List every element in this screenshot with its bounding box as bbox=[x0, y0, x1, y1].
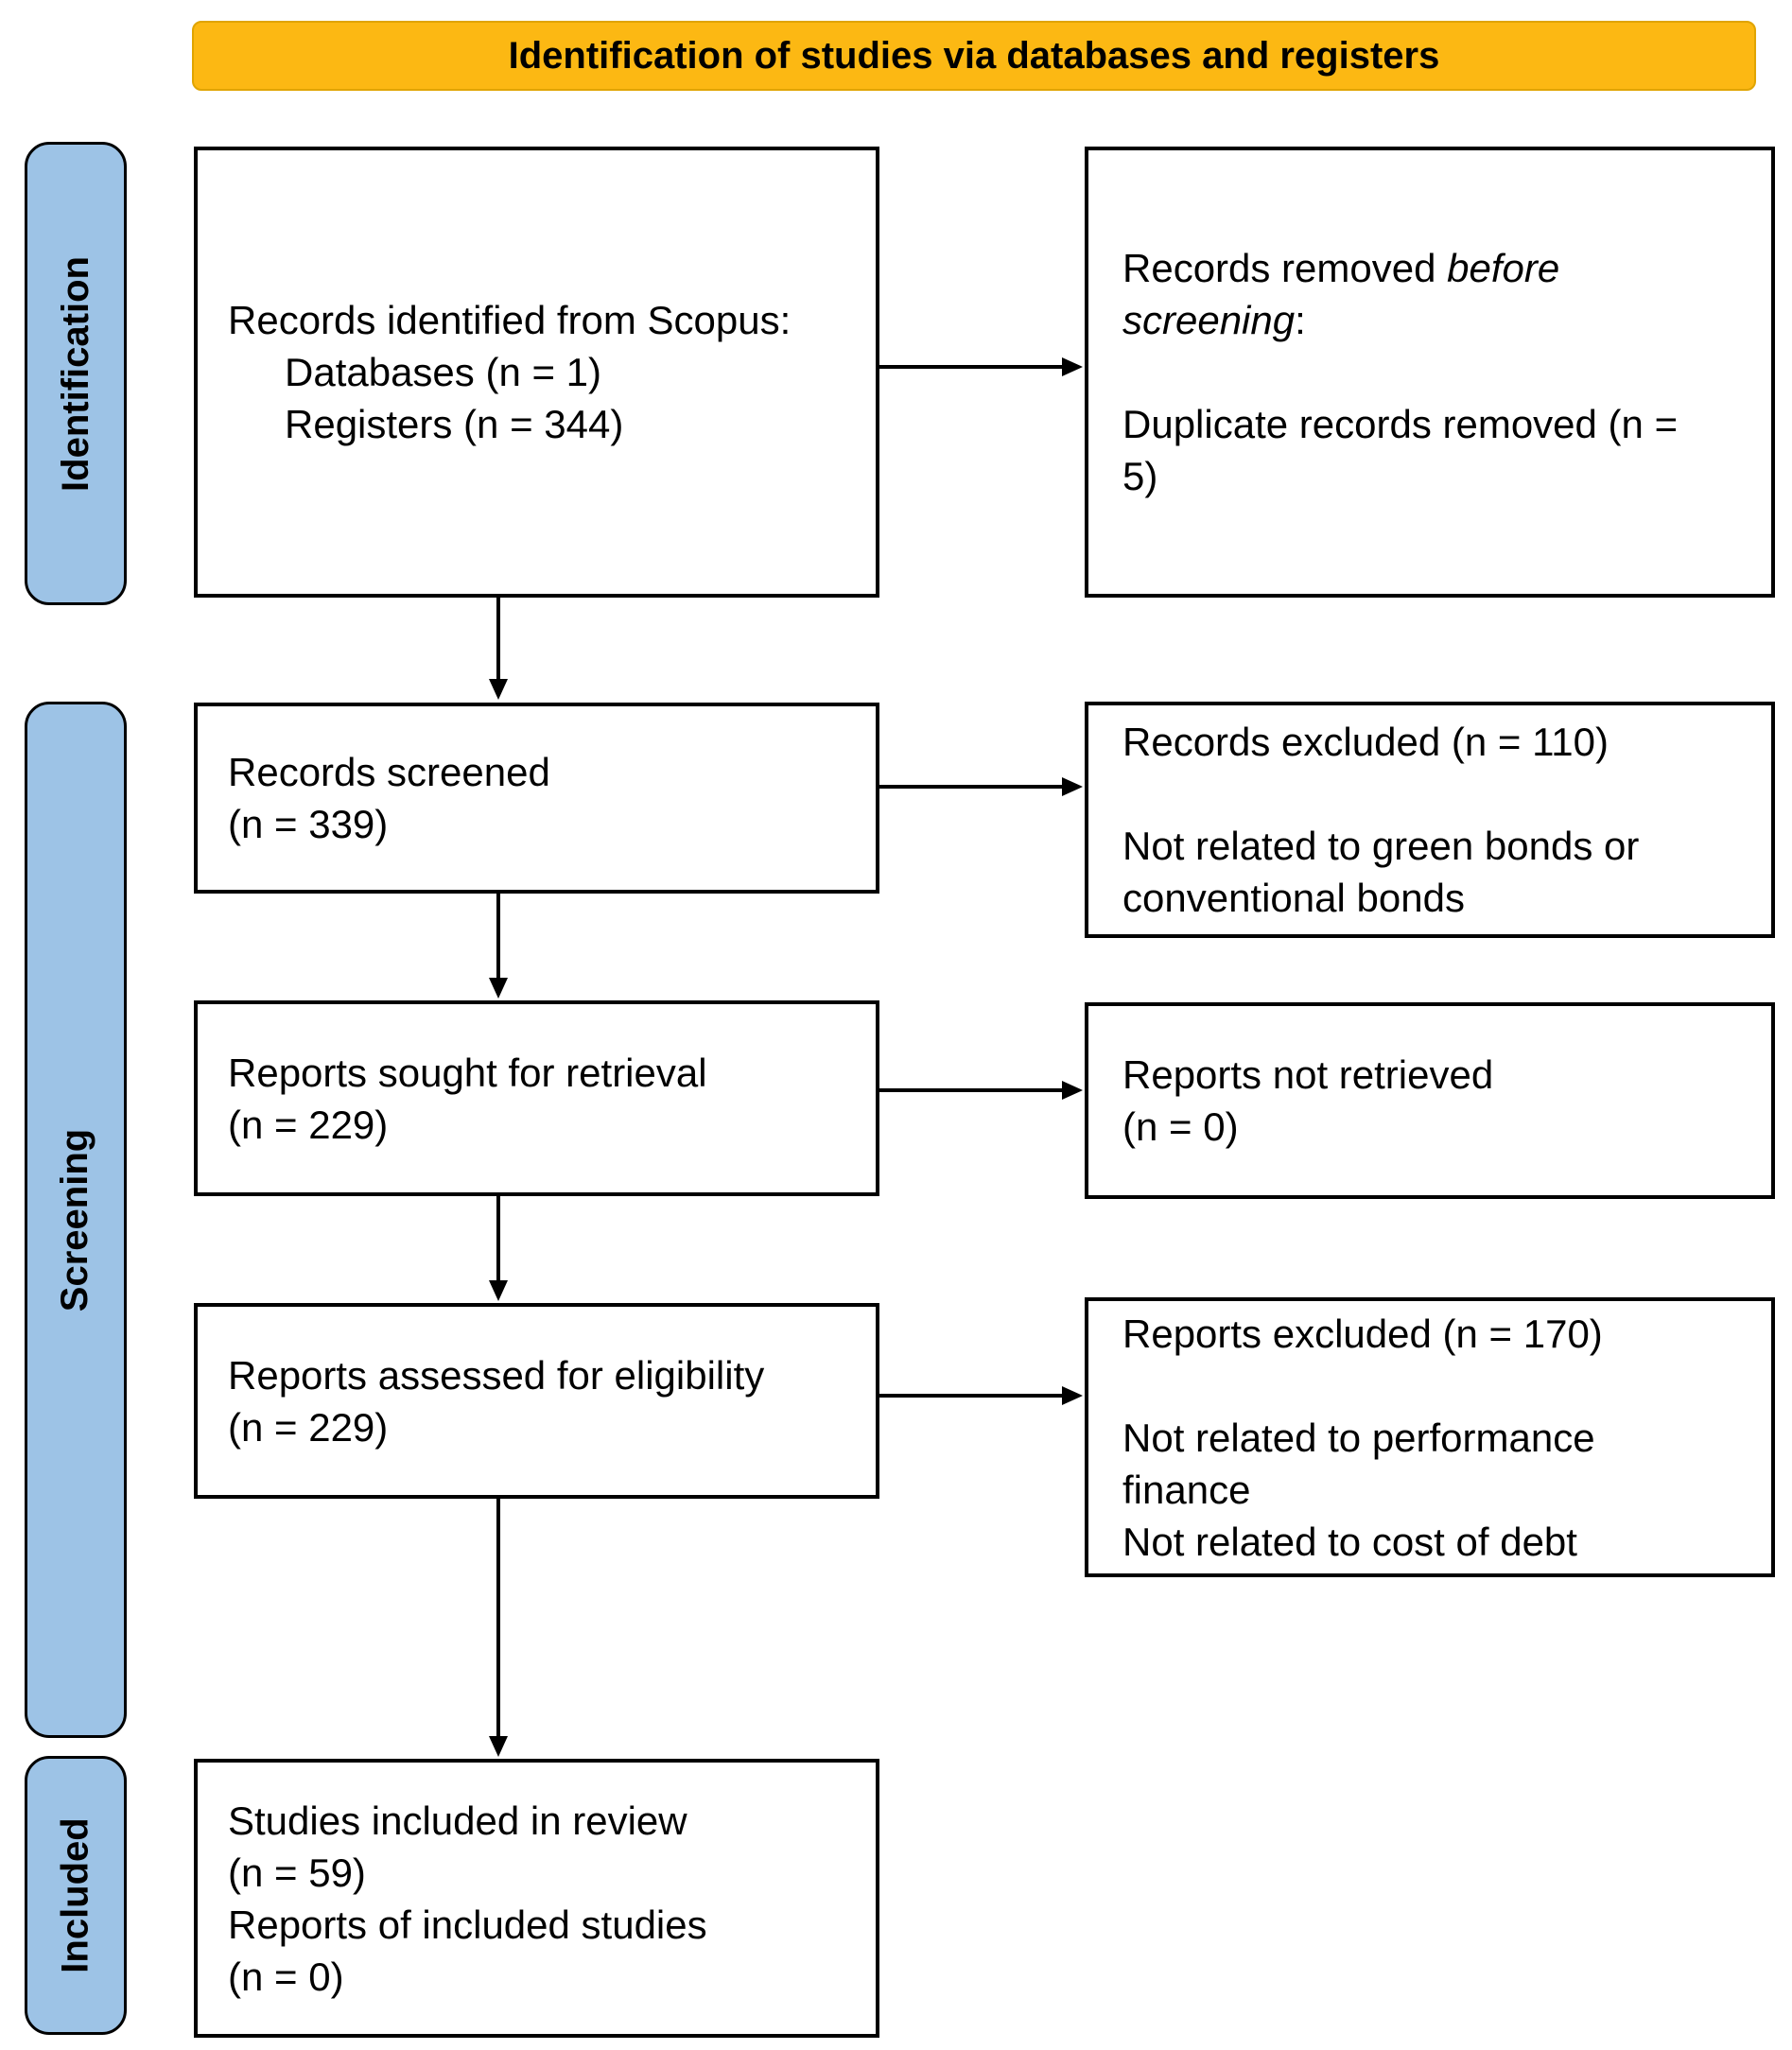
stage-screening bbox=[25, 702, 127, 1738]
reports-sought-count: (n = 229) bbox=[228, 1102, 389, 1147]
box-reports-sought bbox=[194, 1000, 879, 1196]
stage-included-label: Included bbox=[54, 1817, 96, 1973]
arrow-screened-to-sought bbox=[496, 894, 500, 978]
reports-not-retrieved-title: Reports not retrieved bbox=[1122, 1052, 1494, 1097]
diagram-title: Identification of studies via databases and registers bbox=[508, 34, 1440, 77]
reports-excluded-title: Reports excluded (n = 170) bbox=[1122, 1311, 1603, 1356]
records-removed-emphasis: before screening bbox=[1122, 246, 1560, 342]
records-removed-title: Records removed before screening: bbox=[1122, 246, 1560, 342]
arrow-assessed-to-included bbox=[496, 1499, 500, 1736]
box-records-identified bbox=[194, 147, 879, 598]
header-banner bbox=[192, 21, 1756, 91]
reports-excluded-detail-1: Not related to performance finance bbox=[1122, 1415, 1595, 1512]
arrow-assessed-to-excluded bbox=[879, 1394, 1062, 1398]
reports-sought-title: Reports sought for retrieval bbox=[228, 1050, 707, 1095]
records-screened-title: Records screened bbox=[228, 750, 550, 794]
arrow-identified-to-screened bbox=[496, 598, 500, 679]
stage-identification bbox=[25, 142, 127, 605]
arrow-sought-to-assessed bbox=[496, 1196, 500, 1280]
box-records-excluded bbox=[1085, 702, 1775, 938]
box-reports-excluded bbox=[1085, 1297, 1775, 1577]
reports-assessed-count: (n = 229) bbox=[228, 1404, 389, 1450]
arrow-sought-to-not-retrieved bbox=[879, 1088, 1062, 1092]
stage-screening-label: Screening bbox=[54, 1128, 96, 1312]
records-identified-registers: Registers (n = 344) bbox=[285, 402, 624, 446]
reports-excluded-detail-2: Not related to cost of debt bbox=[1122, 1519, 1577, 1564]
arrow-screened-to-excluded bbox=[879, 785, 1062, 789]
studies-included-line2: (n = 59) bbox=[228, 1850, 366, 1895]
records-identified-databases: Databases (n = 1) bbox=[285, 350, 602, 394]
box-reports-not-retrieved bbox=[1085, 1002, 1775, 1199]
studies-included-line4: (n = 0) bbox=[228, 1954, 344, 1999]
reports-not-retrieved-count: (n = 0) bbox=[1122, 1104, 1239, 1149]
studies-included-line1: Studies included in review bbox=[228, 1798, 687, 1843]
arrow-identified-to-removed bbox=[879, 365, 1062, 369]
reports-assessed-title: Reports assessed for eligibility bbox=[228, 1352, 765, 1398]
records-excluded-title: Records excluded (n = 110) bbox=[1122, 720, 1609, 764]
records-identified-title: Records identified from Scopus: bbox=[228, 298, 792, 342]
studies-included-line3: Reports of included studies bbox=[228, 1902, 707, 1947]
records-screened-count: (n = 339) bbox=[228, 802, 389, 846]
stage-included bbox=[25, 1756, 127, 2035]
box-reports-assessed bbox=[194, 1303, 879, 1499]
records-removed-detail: Duplicate records removed (n = 5) bbox=[1122, 402, 1679, 498]
records-excluded-detail: Not related to green bonds or conventional bonds bbox=[1122, 824, 1640, 920]
stage-identification-label: Identification bbox=[54, 255, 96, 492]
box-records-removed bbox=[1085, 147, 1775, 598]
box-records-screened bbox=[194, 703, 879, 894]
box-studies-included bbox=[194, 1759, 879, 2038]
